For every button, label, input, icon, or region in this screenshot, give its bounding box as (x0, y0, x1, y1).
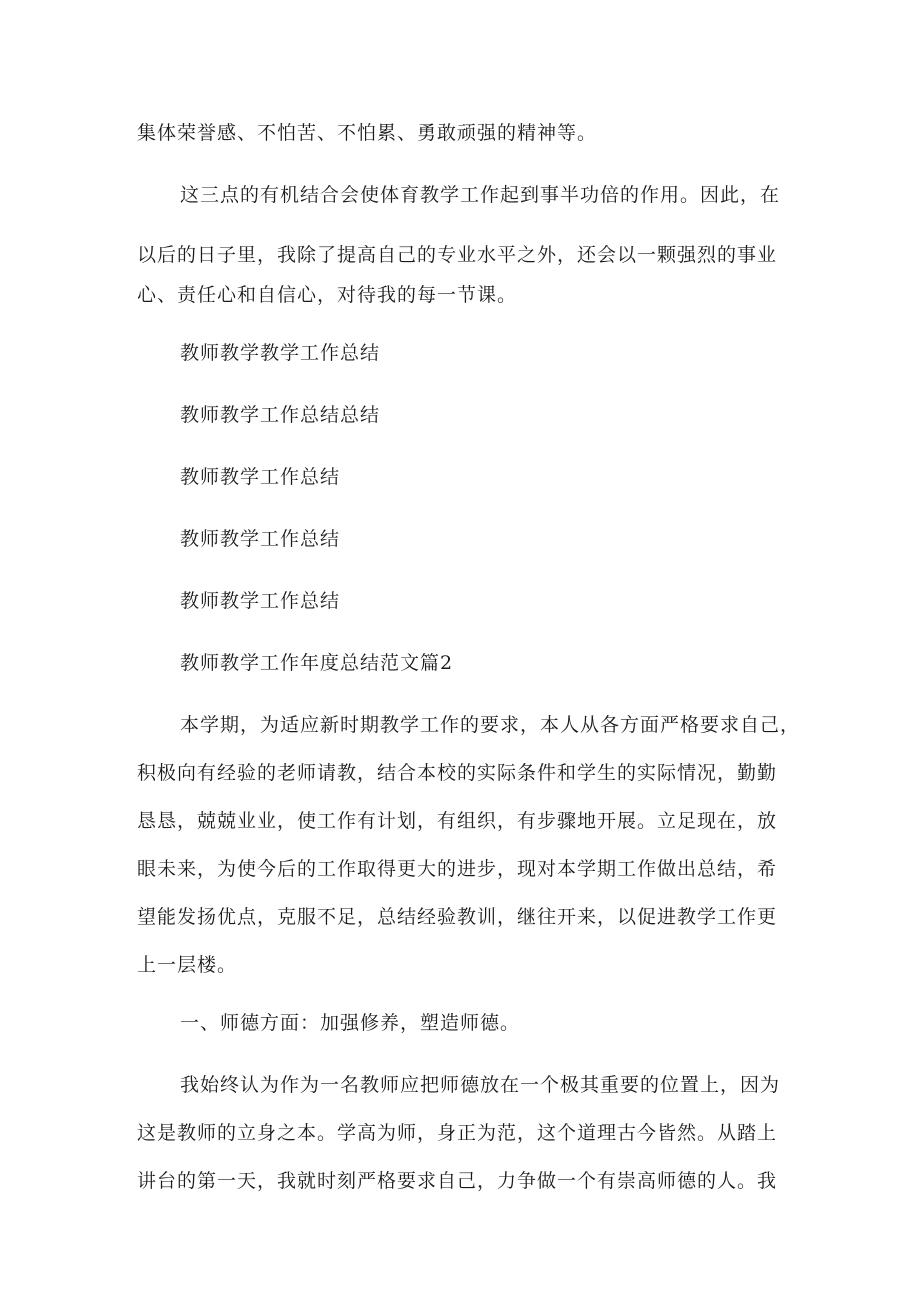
paragraph-line: 眼未来，为使今后的工作取得更大的进步，现对本学期工作做出总结，希 (137, 858, 778, 880)
paragraph-line: 恳恳，兢兢业业，使工作有计划，有组织，有步骤地开展。立足现在，放 (137, 810, 778, 832)
section-heading: 教师教学工作总结 (180, 466, 341, 488)
section-heading: 教师教学工作总结总结 (180, 404, 381, 426)
paragraph-line: 心、责任心和自信心，对待我的每一节课。 (137, 284, 518, 306)
paragraph-line: 以后的日子里，我除了提高自己的专业水平之外，还会以一颗强烈的事业 (137, 244, 778, 266)
paragraph-line: 望能发扬优点，克服不足，总结经验教训，继往开来，以促进教学工作更 (137, 906, 778, 928)
paragraph-line: 这是教师的立身之本。学高为师，身正为范，这个道理古今皆然。从踏上 (137, 1122, 778, 1144)
paragraph-line: 集体荣誉感、不怕苦、不怕累、勇敢顽强的精神等。 (137, 122, 598, 144)
paragraph-line: 积极向有经验的老师请教，结合本校的实际条件和学生的实际情况，勤勤 (137, 762, 778, 784)
paragraph-line: 讲台的第一天，我就时刻严格要求自己，力争做一个有崇高师德的人。我 (137, 1170, 778, 1192)
paragraph-line: 这三点的有机结合会使体育教学工作起到事半功倍的作用。因此，在 (180, 184, 781, 206)
section-heading: 教师教学工作总结 (180, 528, 341, 550)
section-heading: 教师教学工作总结 (180, 590, 341, 612)
paragraph-line: 上一层楼。 (137, 954, 238, 976)
section-heading: 一、师德方面：加强修养，塑造师德。 (180, 1012, 521, 1034)
paragraph-line: 我始终认为作为一名教师应把师德放在一个极其重要的位置上，因为 (180, 1074, 781, 1096)
article-title: 教师教学工作年度总结范文篇2 (180, 652, 454, 674)
paragraph-line: 本学期，为适应新时期教学工作的要求，本人从各方面严格要求自己， (180, 714, 801, 736)
section-heading: 教师教学教学工作总结 (180, 342, 381, 364)
